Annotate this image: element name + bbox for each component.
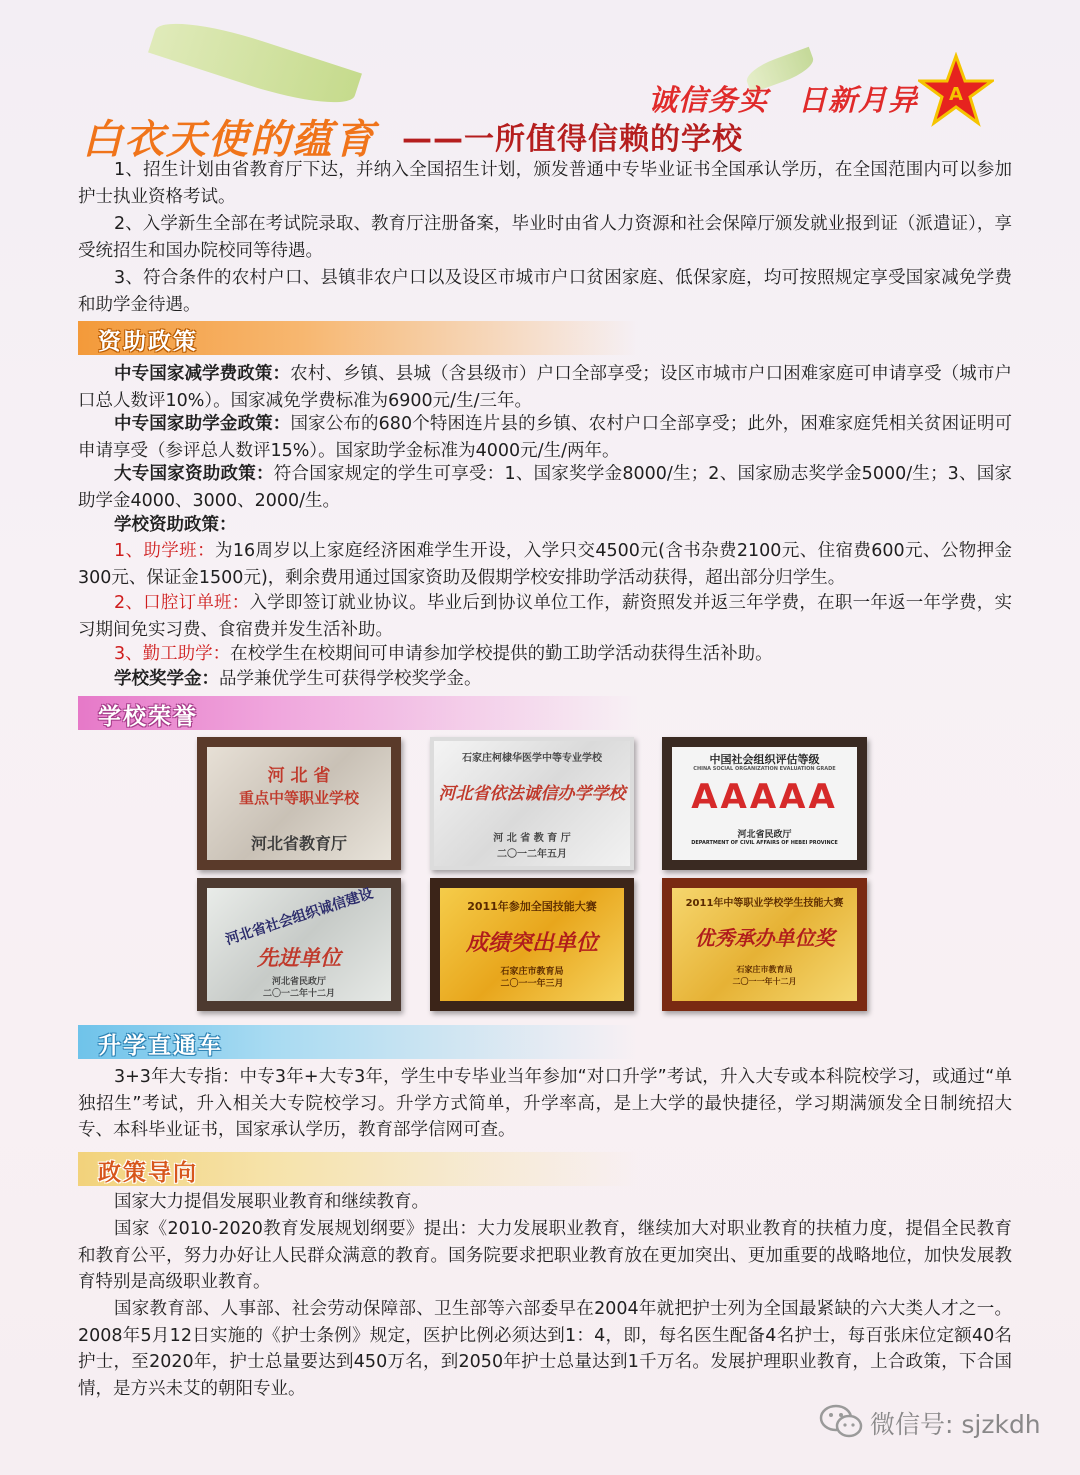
wechat-icon [818,1402,866,1440]
intro-paragraph-2: 2、入学新生全部在考试院录取、教育厅注册备案，毕业时由省人力资源和社会保障厅颁发就业报到证（派遣证），享受统招生和国办院校同等待遇。 [78,214,1012,261]
decorative-leaf [148,9,362,118]
plaque-line: 中国社会组织评估等级 [709,753,820,766]
aid-label: 大专国家资助政策： [114,464,274,484]
honor-plaque [662,878,867,1011]
aid-text: 符合国家规定的学生可享受：1、国家奖学金8000/生；2、国家励志奖学金5000/生；3、国家助学金4000、3000、2000/生。 [78,464,1013,511]
intro-paragraph-3: 3、符合条件的农村户口、县镇非农户口以及设区市城市户口贫困家庭、低保家庭，均可按照规定享受国家减免学费和助学金待遇。 [78,268,1012,315]
page-title: 白衣天使的蕴育 [82,117,376,163]
section-heading-honors [78,696,638,730]
aid-school-item-1 [78,538,1012,591]
aid-school-label: 3、勤工助学： [114,644,231,664]
svg-text:A: A [949,84,963,105]
aid-text: 农村、乡镇、县城（含县级市）户口全部享受；设区市城市户口困难家庭可申请享受（城市户口总人数评10%）。国家减免学费标准为6900元/生/三年。 [78,364,1013,411]
aid-label: 学校奖学金： [114,669,219,689]
plaque-line: 二〇一二年十二月 [262,989,335,999]
watermark-text: 微信号: sjzkdh [870,1410,1041,1439]
honor-plaque [197,737,401,870]
aid-school-item-3 [78,641,1012,668]
aid-paragraph-5 [78,666,1012,693]
plaque-line: 重点中等职业学校 [238,789,359,807]
aid-school-label: 1、助学班： [114,541,215,561]
plaque-line: 石家庄柯棣华医学中等专业学校 [462,753,602,764]
plaque-line: 石家庄市教育局 [500,967,564,977]
aid-school-text: 在校学生在校期间可申请参加学校提供的勤工助学活动获得生活补助。 [230,644,773,664]
plaque-line: 二〇一一年三月 [500,979,564,989]
section-heading-aid [78,321,638,355]
policy-paragraph-1: 国家大力提倡发展职业教育和继续教育。 [114,1192,429,1212]
honor-plaque [197,878,401,1011]
plaque-line: DEPARTMENT OF CIVIL AFFAIRS OF HEBEI PROVINCE [691,840,838,846]
section-heading-text: 升学直通车 [98,1033,223,1059]
aid-paragraph-2 [78,411,1012,464]
plaque-line: 河北省依法诚信办学学校 [438,784,626,804]
honor-plaque [430,878,634,1011]
aid-school-label: 2、口腔订单班： [114,593,250,613]
red-star-icon [918,52,994,128]
aid-school-text: 入学即签订就业协议。毕业后到协议单位工作，薪资照发并返三年学费，在职一年返一年学费，实习期间免实习费、食宿费并发生活补助。 [78,593,1012,640]
aid-label: 学校资助政策： [114,515,237,535]
plaque-line: 河 北 省 [267,766,331,786]
plaque-line: 河北省教育厅 [250,834,347,853]
aid-paragraph-1 [78,361,1012,414]
page-subtitle: ——一所值得信赖的学校 [402,122,743,157]
plaque-line: 河北省民政厅 [737,830,792,840]
upgrade-paragraph: 3+3年大专指：中专3年+大专3年，学生中专毕业当年参加“对口升学”考试，升入大专或本科院校学习，或通过“单独招生”考试，升入相关大专院校学习。升学方式简单，升学率高，是上大学的最快捷径，学习期满颁发全日制统招大专、本科毕业证书，国家承认学历，教育部学信网可查。 [78,1067,1012,1140]
aid-paragraph-4 [78,512,1012,539]
policy-paragraph-3: 国家教育部、人事部、社会劳动保障部、卫生部等六部委早在2004年就把护士列为全国最紧缺的六大类人才之一。2008年5月12日实施的《护士条例》规定，医护比例必须达到1：4，即，每名医生配备4名护士，每百张床位定额40名护士，至2020年，护士总量要达到450万名，到2050年护士总量达到1千万名。发展护理职业教育，上合政策，下合国情，是方兴未艾的朝阳专业。 [78,1299,1012,1399]
section-heading-text: 资助政策 [98,329,198,355]
plaque-line: 河北省社会组织诚信建设 [223,885,376,949]
aid-label: 中专国家减学费政策： [114,364,291,384]
plaque-grade: AAAAA [691,777,838,817]
plaque-line: 2011年中等职业学校学生技能大赛 [685,898,844,909]
intro-paragraph-1: 1、招生计划由省教育厅下达，并纳入全国招生计划，颁发普通中专毕业证书全国承认学历，在全国范围内可以参加护士执业资格考试。 [78,160,1012,207]
plaque-line: 二〇一一年十二月 [732,977,797,986]
aid-paragraph-3 [78,461,1012,514]
plaque-line: 优秀承办单位奖 [694,926,835,950]
plaque-line: 2011年参加全国技能大赛 [467,900,597,913]
plaque-line: CHINA SOCIAL ORGANIZATION EVALUATION GRADE [693,766,836,772]
aid-school-item-2 [78,590,1012,643]
section-heading-upgrade [78,1025,638,1059]
plaque-line: 先进单位 [257,946,341,970]
aid-label: 中专国家助学金政策： [114,414,291,434]
plaque-line: 成绩突出单位 [465,931,598,956]
aid-text: 品学兼优学生可获得学校奖学金。 [219,669,482,689]
motto: 诚信务实 日新月异 [648,83,919,117]
section-heading-policy [78,1152,638,1186]
aid-text: 国家公布的680个特困连片县的乡镇、农村户口全部享受；此外，困难家庭凭相关贫困证明可申请享受（参评总人数评15%）。国家助学金标准为4000元/生/两年。 [78,414,1012,461]
plaque-line: 河 北 省 教 育 厅 [493,833,571,844]
section-heading-text: 政策导向 [98,1160,198,1186]
plaque-line: 石家庄市教育局 [736,965,793,974]
plaque-line: 河北省民政厅 [271,977,326,987]
honor-plaque [430,737,634,870]
section-heading-text: 学校荣誉 [98,704,198,730]
honor-plaque [662,737,867,870]
policy-paragraph-2: 国家《2010-2020教育发展规划纲要》提出：大力发展职业教育，继续加大对职业教育的扶植力度，提倡全民教育和教育公平，努力办好让人民群众满意的教育。国务院要求把职业教育放在更加突出、更加重要的战略地位，加快发展教育特别是高级职业教育。 [78,1219,1012,1292]
aid-school-text: 为16周岁以上家庭经济困难学生开设，入学只交4500元(含书杂费2100元、住宿费600元、公物押金300元、保证金1500元)，剩余费用通过国家资助及假期学校安排助学活动获得，超出部分归学生。 [78,541,1012,588]
plaque-line: 二〇一二年五月 [497,849,567,860]
